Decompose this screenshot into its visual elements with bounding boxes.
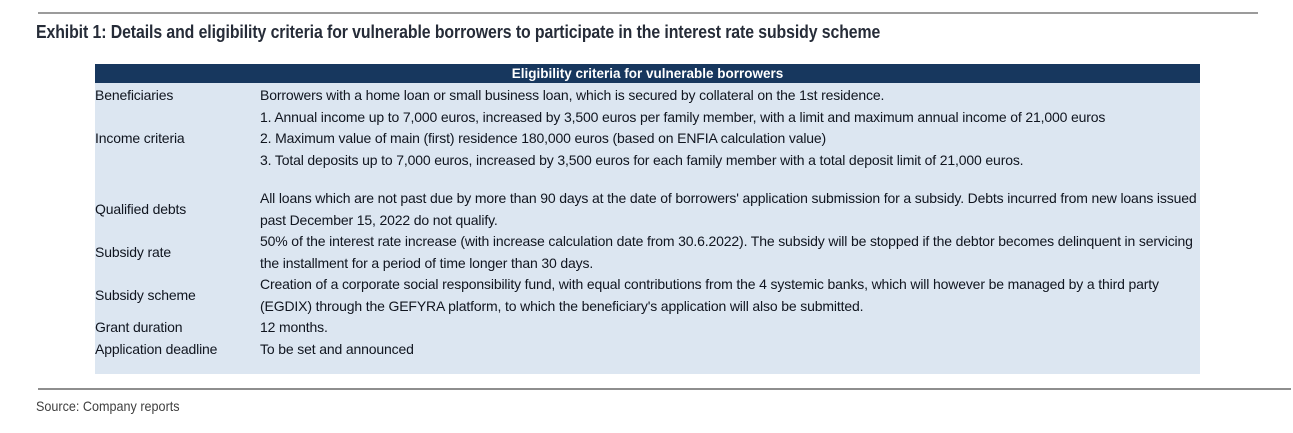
bottom-divider	[38, 388, 1291, 390]
table-row	[95, 188, 1200, 231]
row-content	[260, 339, 1200, 361]
row-label: Grant duration	[95, 319, 183, 335]
exhibit-title: Exhibit 1: Details and eligibility criteria for vulnerable borrowers to participate in the interest rate subsidy scheme	[36, 22, 881, 42]
row-content	[260, 85, 1200, 107]
content-line: 12 months.	[260, 319, 328, 335]
top-divider	[38, 12, 1258, 14]
table-row	[95, 85, 1200, 107]
content-line: 50% of the interest rate increase (with increase calculation date from 30.6.2022). The subsidy will be stopped if the debtor becomes delinquent in servicing the installment for a period of time longer than 30 days.	[260, 233, 1193, 271]
source-note: Source: Company reports	[36, 398, 180, 414]
row-label: Subsidy scheme	[95, 286, 196, 303]
content-line: To be set and announced	[260, 340, 414, 357]
row-label: Income criteria	[95, 130, 185, 146]
row-label: Subsidy rate	[95, 243, 172, 260]
table-row	[95, 339, 1200, 361]
row-content	[260, 188, 1200, 231]
eligibility-table	[95, 64, 1200, 374]
row-content	[260, 317, 1200, 339]
criteria-table	[95, 85, 1200, 360]
table-row	[95, 317, 1200, 339]
content-line: Borrowers with a home loan or small business loan, which is secured by collateral on the 1st residence.	[260, 87, 885, 103]
criteria-rows	[95, 85, 1200, 360]
table-body	[95, 83, 1200, 374]
row-content	[260, 231, 1200, 274]
content-line: 1. Annual income up to 7,000 euros, increased by 3,500 euros per family member, with a limit and maximum annual income of 21,000 euros	[260, 108, 1106, 125]
table-row	[95, 107, 1200, 189]
content-line: All loans which are not past due by more than 90 days at the date of borrowers' application submission for a subsidy. Debts incurred from new loans issued past December 15, 2022 do not qualify.	[260, 190, 1197, 228]
table-header: Eligibility criteria for vulnerable borrowers	[95, 64, 1200, 83]
row-label: Application deadline	[95, 340, 218, 357]
table-row	[95, 231, 1200, 274]
row-label: Qualified debts	[95, 200, 187, 217]
row-content	[260, 274, 1200, 317]
table-row	[95, 274, 1200, 317]
content-line: 3. Total deposits up to 7,000 euros, increased by 3,500 euros for each family member with a total deposit limit of 21,000 euros.	[260, 151, 1024, 168]
row-label: Beneficiaries	[95, 87, 174, 103]
content-line: Creation of a corporate social responsibility fund, with equal contributions from the 4 systemic banks, which will however be managed by a third party (EGDIX) through the GEFYRA platform, to which the beneficiary's application will also be submitted.	[260, 276, 1159, 314]
row-content	[260, 107, 1200, 189]
content-line: 2. Maximum value of main (first) residence 180,000 euros (based on ENFIA calculation value)	[260, 130, 827, 146]
